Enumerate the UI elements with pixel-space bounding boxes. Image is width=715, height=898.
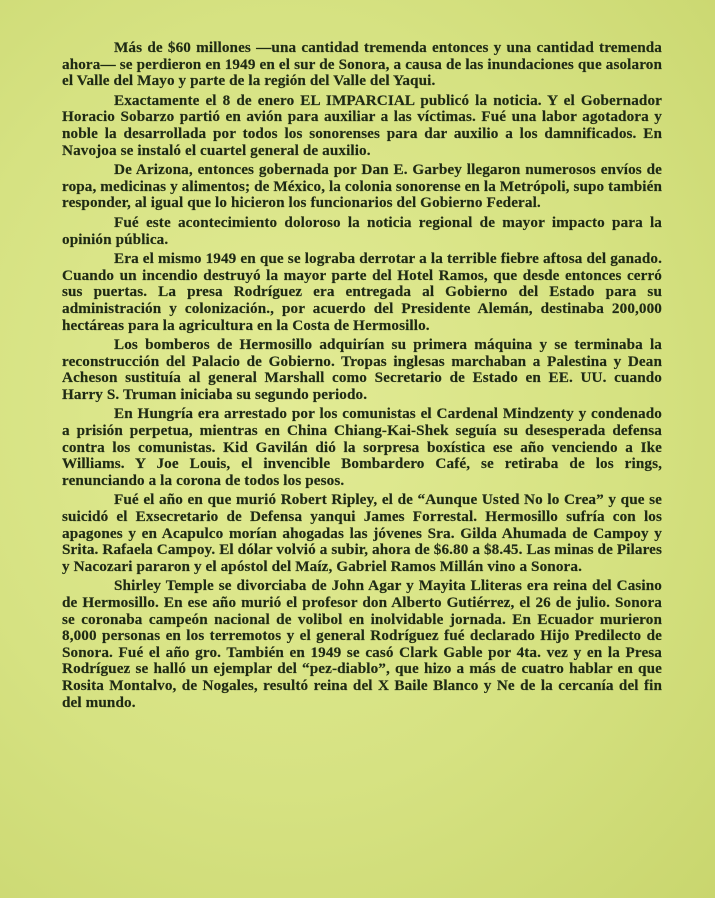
paragraph: Era el mismo 1949 en que se lograba derrotar a la terrible fiebre aftosa del ganado. Cuando un incendio destruyó la mayor parte del Hotel Ramos, que desde entonces cerró sus puertas. La presa Rodríguez era entregada al Gobierno del Estado para su administración y colonización., por acuerdo del Presidente Alemán, destinaba 200,000 hectáreas para la agricultura en la Costa de Hermosillo. [62, 250, 662, 334]
paragraph: En Hungría era arrestado por los comunistas el Cardenal Mindzenty y condenado a prisión perpetua, mientras en China Chiang-Kai-Shek seguía su desesperada defensa contra los comunistas. Kid Gavilán dió la sorpresa boxística ese año venciendo a Ike Williams. Y Joe Louis, el invencible Bombardero Café, se retiraba de los rings, renunciando a la corona de todos los pesos. [62, 405, 662, 489]
paragraph: Fué el año en que murió Robert Ripley, el de “Aunque Usted No lo Crea” y que se suicidó el Exsecretario de Defensa yanqui James Forrestal. Hermosillo sufría con los apagones y en Acapulco morían ahogadas las jóvenes Sra. Gilda Ahumada de Campoy y Srita. Rafaela Campoy. El dólar volvió a subir, ahora de $6.80 a $8.45. Las minas de Pilares y Nacozari pararon y el apóstol del Maíz, Gabriel Ramos Millán vino a Sonora. [62, 491, 662, 575]
paragraph: Más de $60 millones —una cantidad tremenda entonces y una cantidad tremenda ahora— se perdieron en 1949 en el sur de Sonora, a causa de las inundaciones que asolaron el Valle del Mayo y parte de la región del Valle del Yaqui. [62, 39, 662, 90]
paragraph: Exactamente el 8 de enero EL IMPARCIAL publicó la noticia. Y el Gobernador Horacio Sobarzo partió en avión para auxiliar a las víctimas. Fué una labor agotadora y noble la desarrollada por todos los sonorenses para dar auxilio a los damnificados. En Navojoa se instaló el cuartel general de auxilio. [62, 91, 662, 159]
paragraph: De Arizona, entonces gobernada por Dan E. Garbey llegaron numerosos envíos de ropa, medicinas y alimentos; de México, la colonia sonorense en la Metrópoli, supo también responder, al igual que lo hicieron los funcionarios del Gobierno Federal. [62, 161, 662, 212]
paragraph: Los bomberos de Hermosillo adquirían su primera máquina y se terminaba la reconstrucción del Palacio de Gobierno. Tropas inglesas marchaban a Palestina y Dean Acheson sustituía al general Marshall como Secretario de Estado en EE. UU. cuando Harry S. Truman iniciaba su segundo periodo. [62, 336, 662, 403]
article-body [62, 40, 662, 711]
paragraph: Shirley Temple se divorciaba de John Agar y Mayita Lliteras era reina del Casino de Hermosillo. En ese año murió el profesor don Alberto Gutiérrez, el 26 de julio. Sonora se coronaba campeón nacional de volibol en inolvidable jornada. En Ecuador murieron 8,000 personas en los terremotos y el general Rodríguez fué declarado Hijo Predilecto de Sonora. Fué el año gro. También en 1949 se casó Clark Gable por 4ta. vez y en la Presa Rodríguez se halló un ejemplar del “pez-diablo”, que hizo a más de cuatro hablar en que Rosita Montalvo, de Nogales, resultó reina del X Baile Blanco y Ne de la cercanía del fin del mundo. [62, 577, 662, 711]
paragraph: Fué este acontecimiento doloroso la noticia regional de mayor impacto para la opinión pública. [62, 213, 662, 248]
